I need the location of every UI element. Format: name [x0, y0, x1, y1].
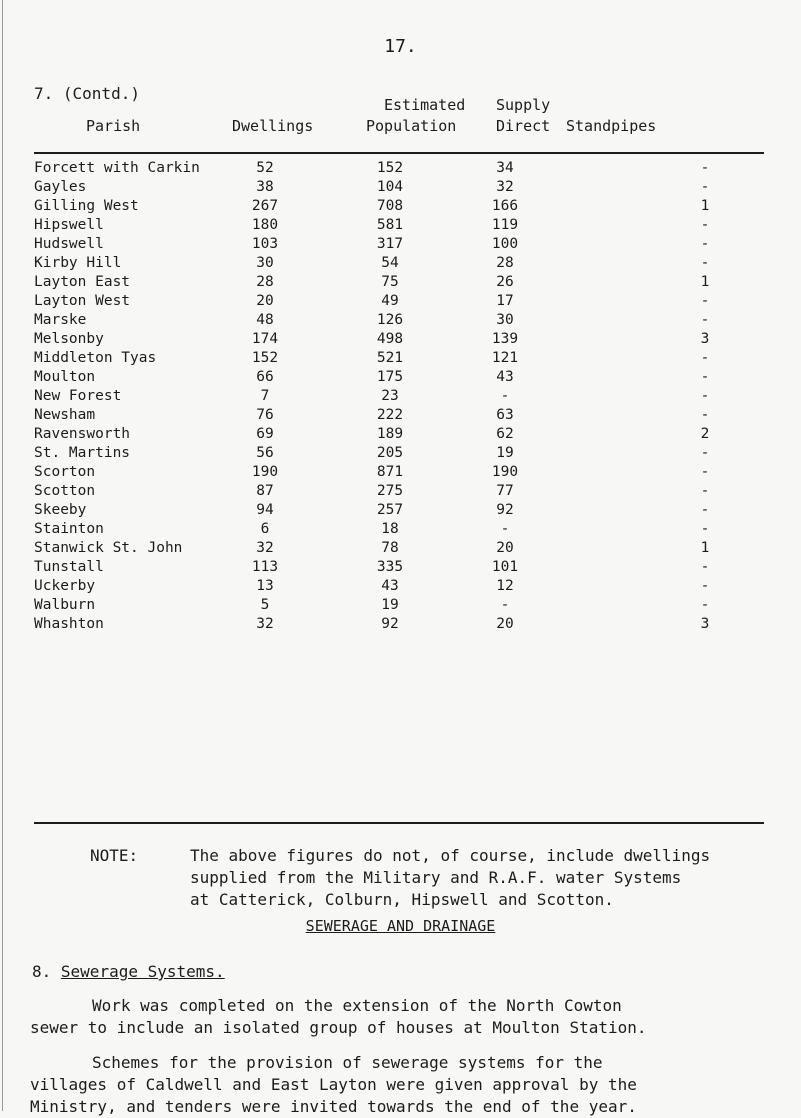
table-row — [0, 331, 801, 350]
table-row — [0, 578, 801, 597]
cell-parish: Hudswell — [34, 236, 104, 252]
cell-direct: - — [500, 521, 510, 537]
cell-dwellings: 76 — [256, 407, 274, 423]
cell-dwellings: 20 — [256, 293, 274, 309]
table-row — [0, 559, 801, 578]
cell-population: 498 — [376, 331, 404, 347]
cell-standpipes: 1 — [700, 274, 710, 290]
cell-direct: 92 — [496, 502, 514, 518]
table-row — [0, 445, 801, 464]
cell-standpipes: - — [700, 464, 710, 480]
cell-population: 257 — [376, 502, 404, 518]
header-supply: Supply — [496, 96, 551, 114]
cell-direct: - — [500, 597, 510, 613]
cell-population: 23 — [381, 388, 399, 404]
table-row — [0, 312, 801, 331]
cell-standpipes: - — [700, 445, 710, 461]
cell-direct: 101 — [491, 559, 519, 575]
cell-population: 92 — [381, 616, 399, 632]
cell-parish: Layton West — [34, 293, 131, 309]
cell-dwellings: 94 — [256, 502, 274, 518]
cell-standpipes: - — [700, 236, 710, 252]
cell-population: 317 — [376, 236, 404, 252]
table-row — [0, 255, 801, 274]
cell-dwellings: 38 — [256, 179, 274, 195]
cell-direct: 20 — [496, 616, 514, 632]
cell-direct: 26 — [496, 274, 514, 290]
cell-parish: Layton East — [34, 274, 131, 290]
cell-dwellings: 32 — [256, 540, 274, 556]
cell-standpipes: - — [700, 559, 710, 575]
section-8-title: Sewerage Systems. — [60, 962, 225, 981]
cell-dwellings: 48 — [256, 312, 274, 328]
cell-dwellings: 103 — [251, 236, 279, 252]
paragraph-line: Ministry, and tenders were invited towards the end of the year. — [30, 1097, 637, 1116]
cell-parish: Moulton — [34, 369, 96, 385]
table-row — [0, 521, 801, 540]
cell-parish: Tunstall — [34, 559, 104, 575]
note-line: The above figures do not, of course, include dwellings — [190, 846, 711, 865]
cell-direct: 19 — [496, 445, 514, 461]
paragraph-line: sewer to include an isolated group of houses at Moulton Station. — [30, 1018, 647, 1037]
cell-direct: 190 — [491, 464, 519, 480]
cell-standpipes: - — [700, 350, 710, 366]
cell-population: 78 — [381, 540, 399, 556]
cell-parish: Skeeby — [34, 502, 87, 518]
cell-population: 205 — [376, 445, 404, 461]
cell-standpipes: - — [700, 578, 710, 594]
cell-standpipes: - — [700, 502, 710, 518]
cell-parish: Gilling West — [34, 198, 139, 214]
cell-direct: 119 — [491, 217, 519, 233]
cell-parish: Forcett with Carkin — [34, 160, 200, 176]
table-row — [0, 179, 801, 198]
paragraph-line: Work was completed on the extension of the North Cowton — [92, 996, 622, 1015]
cell-parish: Kirby Hill — [34, 255, 122, 271]
cell-standpipes: - — [700, 597, 710, 613]
header-estimated: Estimated — [384, 96, 466, 114]
cell-population: 75 — [381, 274, 399, 290]
cell-parish: Scorton — [34, 464, 96, 480]
cell-standpipes: - — [700, 521, 710, 537]
note-line: supplied from the Military and R.A.F. water Systems — [190, 868, 682, 887]
paragraph-line: Schemes for the provision of sewerage systems for the — [92, 1053, 603, 1072]
cell-parish: Hipswell — [34, 217, 104, 233]
table-row — [0, 426, 801, 445]
note-text — [190, 845, 780, 911]
cell-population: 175 — [376, 369, 404, 385]
cell-dwellings: 6 — [260, 521, 270, 537]
cell-standpipes: - — [700, 255, 710, 271]
cell-standpipes: 1 — [700, 540, 710, 556]
cell-dwellings: 152 — [251, 350, 279, 366]
section-heading: 7. (Contd.) — [34, 84, 140, 103]
cell-dwellings: 190 — [251, 464, 279, 480]
cell-population: 581 — [376, 217, 404, 233]
cell-direct: 34 — [496, 160, 514, 176]
cell-dwellings: 174 — [251, 331, 279, 347]
table-row — [0, 198, 801, 217]
cell-direct: 32 — [496, 179, 514, 195]
cell-dwellings: 5 — [260, 597, 270, 613]
cell-dwellings: 7 — [260, 388, 270, 404]
cell-dwellings: 52 — [256, 160, 274, 176]
cell-standpipes: - — [700, 312, 710, 328]
cell-parish: Ravensworth — [34, 426, 131, 442]
cell-parish: Uckerby — [34, 578, 96, 594]
table-row — [0, 369, 801, 388]
cell-dwellings: 56 — [256, 445, 274, 461]
cell-population: 43 — [381, 578, 399, 594]
table-row — [0, 350, 801, 369]
cell-parish: St. Martins — [34, 445, 131, 461]
paragraph-2 — [30, 1052, 770, 1118]
cell-dwellings: 69 — [256, 426, 274, 442]
cell-parish: Melsonby — [34, 331, 104, 347]
table-row — [0, 293, 801, 312]
table-row — [0, 160, 801, 179]
cell-population: 189 — [376, 426, 404, 442]
table-row — [0, 236, 801, 255]
cell-dwellings: 13 — [256, 578, 274, 594]
cell-direct: 20 — [496, 540, 514, 556]
table-row — [0, 217, 801, 236]
paragraph-line: villages of Caldwell and East Layton were given approval by the — [30, 1075, 637, 1094]
note-label: NOTE: — [90, 846, 139, 865]
cell-direct: 166 — [491, 198, 519, 214]
cell-parish: Whashton — [34, 616, 104, 632]
header-direct: Direct — [496, 117, 551, 135]
page-number: 17. — [384, 36, 417, 57]
cell-standpipes: - — [700, 388, 710, 404]
cell-parish: Stainton — [34, 521, 104, 537]
cell-parish: Marske — [34, 312, 87, 328]
section-8-heading — [32, 962, 225, 981]
table-row — [0, 407, 801, 426]
table-row — [0, 274, 801, 293]
table-top-rule — [34, 152, 764, 154]
header-dwellings: Dwellings — [232, 117, 314, 135]
cell-population: 49 — [381, 293, 399, 309]
cell-population: 521 — [376, 350, 404, 366]
cell-dwellings: 87 — [256, 483, 274, 499]
cell-direct: 17 — [496, 293, 514, 309]
cell-direct: 62 — [496, 426, 514, 442]
cell-population: 126 — [376, 312, 404, 328]
cell-population: 18 — [381, 521, 399, 537]
cell-direct: - — [500, 388, 510, 404]
cell-direct: 121 — [491, 350, 519, 366]
cell-direct: 30 — [496, 312, 514, 328]
cell-parish: Scotton — [34, 483, 96, 499]
cell-dwellings: 28 — [256, 274, 274, 290]
subheading-text: SEWERAGE AND DRAINAGE — [305, 917, 496, 935]
cell-population: 104 — [376, 179, 404, 195]
cell-parish: Middleton Tyas — [34, 350, 157, 366]
cell-direct: 28 — [496, 255, 514, 271]
sewerage-drainage-heading — [0, 917, 801, 935]
paragraph-1 — [30, 995, 770, 1039]
cell-standpipes: 3 — [700, 331, 710, 347]
cell-standpipes: - — [700, 369, 710, 385]
cell-population: 871 — [376, 464, 404, 480]
cell-direct: 77 — [496, 483, 514, 499]
cell-standpipes: - — [700, 179, 710, 195]
cell-dwellings: 113 — [251, 559, 279, 575]
table-row — [0, 388, 801, 407]
table-row — [0, 616, 801, 635]
header-parish: Parish — [86, 117, 141, 135]
cell-dwellings: 180 — [251, 217, 279, 233]
cell-population: 335 — [376, 559, 404, 575]
cell-standpipes: 1 — [700, 198, 710, 214]
cell-standpipes: 2 — [700, 426, 710, 442]
cell-parish: Stanwick St. John — [34, 540, 183, 556]
cell-parish: New Forest — [34, 388, 122, 404]
cell-population: 54 — [381, 255, 399, 271]
cell-standpipes: - — [700, 483, 710, 499]
cell-population: 152 — [376, 160, 404, 176]
cell-direct: 63 — [496, 407, 514, 423]
table-row — [0, 464, 801, 483]
cell-population: 275 — [376, 483, 404, 499]
cell-dwellings: 267 — [251, 198, 279, 214]
cell-standpipes: - — [700, 293, 710, 309]
cell-parish: Newsham — [34, 407, 96, 423]
cell-population: 708 — [376, 198, 404, 214]
cell-direct: 43 — [496, 369, 514, 385]
table-row — [0, 597, 801, 616]
cell-standpipes: - — [700, 160, 710, 176]
cell-standpipes: - — [700, 217, 710, 233]
cell-parish: Walburn — [34, 597, 96, 613]
note-line: at Catterick, Colburn, Hipswell and Scotton. — [190, 890, 614, 909]
cell-dwellings: 66 — [256, 369, 274, 385]
header-population: Population — [366, 117, 457, 135]
cell-standpipes: 3 — [700, 616, 710, 632]
table-row — [0, 483, 801, 502]
cell-dwellings: 32 — [256, 616, 274, 632]
cell-direct: 100 — [491, 236, 519, 252]
table-row — [0, 502, 801, 521]
header-standpipes: Standpipes — [566, 117, 657, 135]
cell-parish: Gayles — [34, 179, 87, 195]
cell-dwellings: 30 — [256, 255, 274, 271]
cell-population: 222 — [376, 407, 404, 423]
cell-population: 19 — [381, 597, 399, 613]
cell-standpipes: - — [700, 407, 710, 423]
cell-direct: 139 — [491, 331, 519, 347]
table-bottom-rule — [34, 822, 764, 824]
table-row — [0, 540, 801, 559]
section-8-number: 8. — [32, 962, 52, 981]
cell-direct: 12 — [496, 578, 514, 594]
